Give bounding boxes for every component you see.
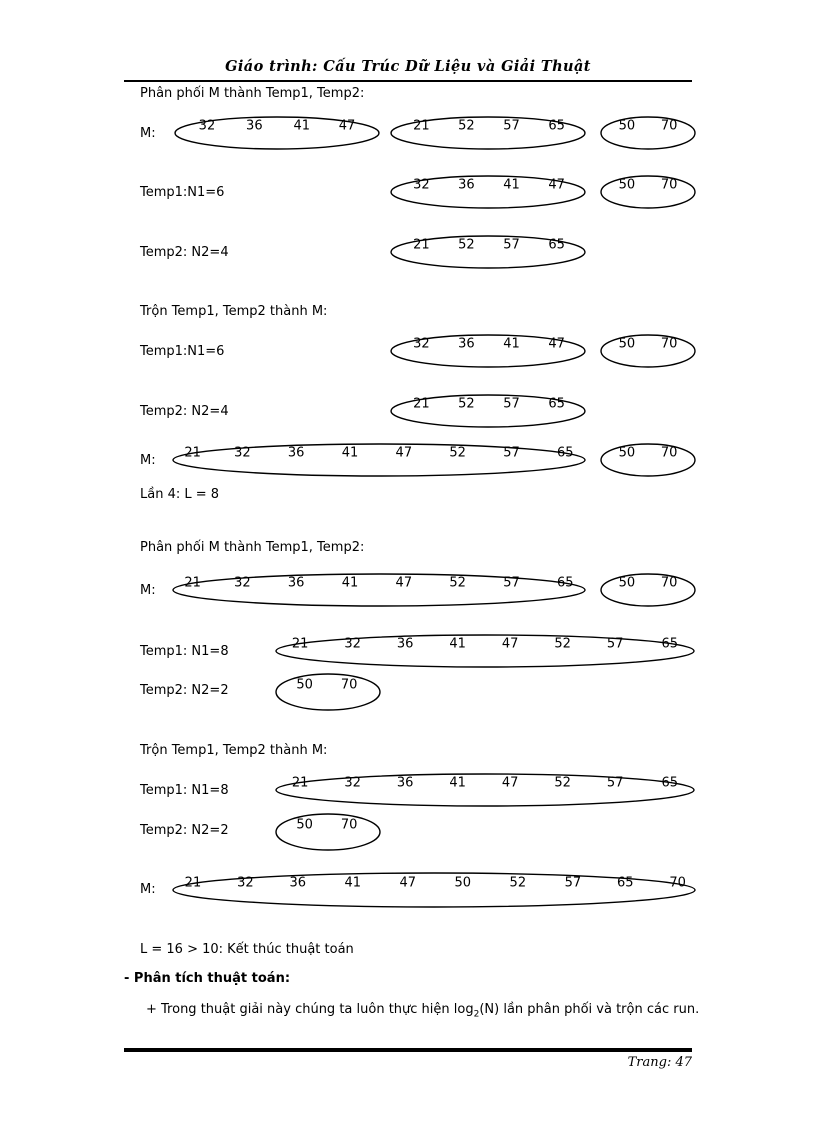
run-value: 50 (618, 336, 636, 351)
run-group-6 (390, 235, 586, 269)
run-value: 70 (660, 575, 678, 590)
run-value: 50 (296, 817, 313, 832)
run-value: 65 (661, 636, 679, 651)
label-temp1-1: Temp1:N1=6 (140, 185, 225, 200)
run-value: 21 (413, 396, 430, 411)
run-value: 36 (287, 445, 305, 460)
run-value: 36 (458, 336, 475, 351)
run-value: 50 (618, 118, 636, 133)
run-value: 47 (395, 445, 413, 460)
run-value: 57 (606, 775, 624, 790)
footer-divider (124, 1048, 692, 1052)
run-value: 57 (503, 445, 520, 460)
run-value: 36 (289, 875, 307, 890)
run-group-7 (390, 334, 586, 368)
run-value: 21 (184, 445, 201, 460)
run-value: 65 (548, 396, 565, 411)
label-temp2-1: Temp2: N2=4 (140, 245, 229, 260)
run-value: 32 (344, 775, 361, 790)
run-value: 70 (660, 336, 678, 351)
run-value: 41 (341, 575, 359, 590)
run-value: 65 (661, 775, 679, 790)
run-value: 57 (606, 636, 624, 651)
run-value: 57 (564, 875, 582, 890)
run-value: 57 (503, 575, 520, 590)
run-value: 32 (234, 445, 251, 460)
run-value: 36 (396, 775, 414, 790)
run-value: 47 (501, 775, 519, 790)
label-temp1-4: Temp1: N1=8 (140, 783, 229, 798)
label-m-4: M: (140, 882, 156, 897)
run-value: 32 (237, 875, 254, 890)
label-m-3: M: (140, 583, 156, 598)
run-value: 70 (340, 817, 358, 832)
run-group-18 (172, 872, 696, 908)
label-distribute-1: Phân phối M thành Temp1, Temp2: (140, 86, 365, 101)
run-value: 52 (458, 118, 475, 133)
run-value: 50 (454, 875, 472, 890)
analysis-text-sub: 2 (473, 1009, 480, 1020)
run-group-10 (172, 443, 586, 477)
run-value: 57 (503, 118, 520, 133)
run-value: 47 (395, 575, 413, 590)
heading-analysis: - Phân tích thuật toán: (124, 971, 291, 986)
run-value: 70 (669, 875, 686, 890)
run-value: 36 (246, 118, 263, 133)
run-value: 50 (296, 677, 313, 692)
run-group-4 (390, 175, 586, 209)
run-value: 65 (616, 875, 634, 890)
run-value: 52 (458, 396, 475, 411)
run-group-16 (275, 773, 695, 807)
run-value: 41 (503, 336, 520, 351)
run-value: 32 (413, 177, 430, 192)
label-temp2-2: Temp2: N2=4 (140, 404, 229, 419)
run-value: 41 (344, 875, 362, 890)
label-temp1-3: Temp1: N1=8 (140, 644, 229, 659)
header-divider (124, 80, 692, 82)
page-number: Trang: 47 (627, 1055, 692, 1070)
analysis-text-post: (N) lần phân phối và trộn các run. (479, 1002, 700, 1017)
run-value: 21 (291, 775, 309, 790)
paragraph-analysis (146, 1002, 699, 1020)
label-distribute-2: Phân phối M thành Temp1, Temp2: (140, 540, 365, 555)
run-value: 21 (413, 237, 430, 252)
run-value: 70 (340, 677, 358, 692)
label-end-condition: L = 16 > 10: Kết thúc thuật toán (140, 942, 354, 957)
run-group-12 (172, 573, 586, 607)
run-value: 41 (449, 636, 466, 651)
run-value: 52 (458, 237, 475, 252)
run-group-3 (600, 116, 696, 150)
run-value: 65 (548, 237, 565, 252)
label-merge-1: Trộn Temp1, Temp2 thành M: (140, 304, 328, 319)
run-value: 21 (184, 575, 201, 590)
label-temp2-3: Temp2: N2=2 (140, 683, 229, 698)
run-value: 47 (338, 118, 356, 133)
analysis-text-pre: + Trong thuật giải này chúng ta luôn thực hiện log (146, 1002, 474, 1017)
run-group-9 (390, 394, 586, 428)
label-temp1-2: Temp1:N1=6 (140, 344, 225, 359)
label-m-2: M: (140, 453, 156, 468)
run-value: 32 (413, 336, 430, 351)
run-value: 52 (554, 636, 571, 651)
label-m-1: M: (140, 126, 156, 141)
run-value: 41 (503, 177, 520, 192)
run-value: 57 (503, 396, 520, 411)
run-value: 21 (184, 875, 202, 890)
run-value: 50 (618, 575, 636, 590)
run-value: 65 (557, 445, 574, 460)
label-pass-4: Lần 4: L = 8 (140, 487, 220, 502)
run-group-8 (600, 334, 696, 368)
run-group-1 (174, 116, 380, 150)
run-value: 47 (548, 177, 565, 192)
run-value: 52 (449, 445, 466, 460)
run-value: 32 (344, 636, 361, 651)
run-value: 41 (449, 775, 466, 790)
run-group-5 (600, 175, 696, 209)
run-group-15 (275, 673, 381, 711)
run-value: 41 (341, 445, 359, 460)
run-value: 47 (548, 336, 565, 351)
run-group-11 (600, 443, 696, 477)
run-value: 32 (234, 575, 251, 590)
label-temp2-4: Temp2: N2=2 (140, 823, 229, 838)
run-group-13 (600, 573, 696, 607)
run-value: 70 (660, 118, 678, 133)
run-value: 36 (287, 575, 305, 590)
run-value: 36 (458, 177, 475, 192)
run-value: 50 (618, 445, 636, 460)
run-group-2 (390, 116, 586, 150)
run-value: 21 (291, 636, 309, 651)
run-value: 50 (618, 177, 636, 192)
run-group-17 (275, 813, 381, 851)
run-value: 52 (449, 575, 466, 590)
run-value: 47 (399, 875, 417, 890)
label-merge-2: Trộn Temp1, Temp2 thành M: (140, 743, 328, 758)
page-header-title: Giáo trình: Cấu Trúc Dữ Liệu và Giải Thuật (225, 58, 591, 75)
run-value: 32 (198, 118, 216, 133)
run-value: 70 (660, 177, 678, 192)
run-value: 41 (293, 118, 310, 133)
run-value: 47 (501, 636, 519, 651)
run-value: 36 (396, 636, 414, 651)
run-value: 57 (503, 237, 520, 252)
run-value: 52 (554, 775, 571, 790)
run-value: 65 (548, 118, 565, 133)
run-value: 52 (509, 875, 527, 890)
run-group-14 (275, 634, 695, 668)
run-value: 21 (413, 118, 430, 133)
run-value: 65 (557, 575, 574, 590)
run-value: 70 (660, 445, 678, 460)
